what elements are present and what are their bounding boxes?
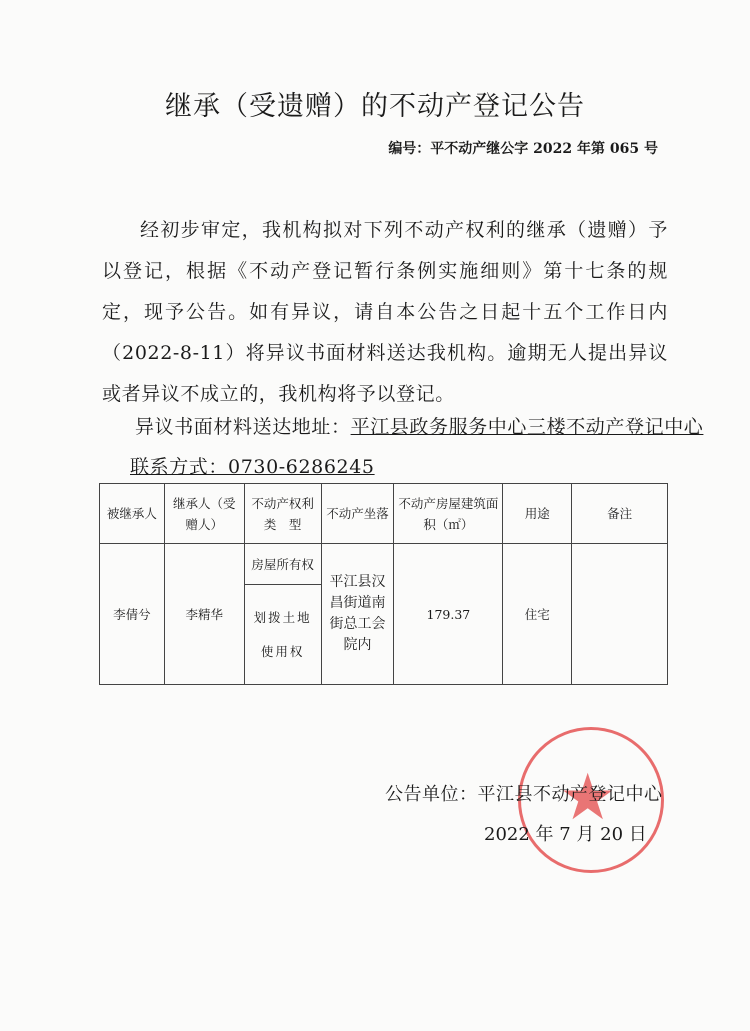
- header-cell: 不动产权利类 型: [244, 484, 321, 544]
- location-cell: 平江县汉昌街道南街总工会院内: [321, 544, 394, 685]
- heir-cell: 李精华: [164, 544, 244, 685]
- header-cell: 不动产坐落: [321, 484, 394, 544]
- use-cell: 住宅: [503, 544, 572, 685]
- body-paragraph: 经初步审定，我机构拟对下列不动产权利的继承（遗赠）予以登记，根据《不动产登记暂行条例实施细则》第十七条的规定，现予公告。如有异议，请自本公告之日起十五个工作日内（2022-8-11）将异议书面材料送达我机构。逾期无人提出异议或者异议不成立的，我机构将予以登记。: [102, 219, 668, 405]
- area-cell: 179.37: [394, 544, 503, 685]
- issue-date: 2022 年 7 月 20 日: [484, 824, 647, 845]
- address-line: [135, 412, 703, 439]
- table-row: [100, 544, 668, 585]
- header-cell: 用途: [503, 484, 572, 544]
- property-table: [99, 483, 668, 685]
- star-icon: ★: [559, 761, 617, 835]
- decedent-cell: 李倩兮: [100, 544, 165, 685]
- header-cell: 备注: [572, 484, 668, 544]
- issuer-signature: 公告单位：平江县不动产登记中心: [385, 784, 663, 805]
- header-cell: 被继承人: [100, 484, 165, 544]
- header-cell: 继承人（受赠人）: [164, 484, 244, 544]
- address-label: 异议书面材料送达地址：: [135, 416, 351, 438]
- page-title: 继承（受遗赠）的不动产登记公告: [165, 91, 585, 122]
- table-header-row: [100, 484, 668, 544]
- right-type-cell: 房屋所有权: [244, 544, 321, 585]
- header-cell: 不动产房屋建筑面积（㎡）: [394, 484, 503, 544]
- contact-line: 联系方式：0730-6286245: [130, 456, 375, 478]
- remark-cell: [572, 544, 668, 685]
- right-type-cell: 划拨土地使用权: [244, 585, 321, 685]
- address-value: 平江县政务服务中心三楼不动产登记中心: [350, 416, 704, 438]
- document-number: 编号：平不动产继公字 2022 年第 065 号: [388, 141, 658, 157]
